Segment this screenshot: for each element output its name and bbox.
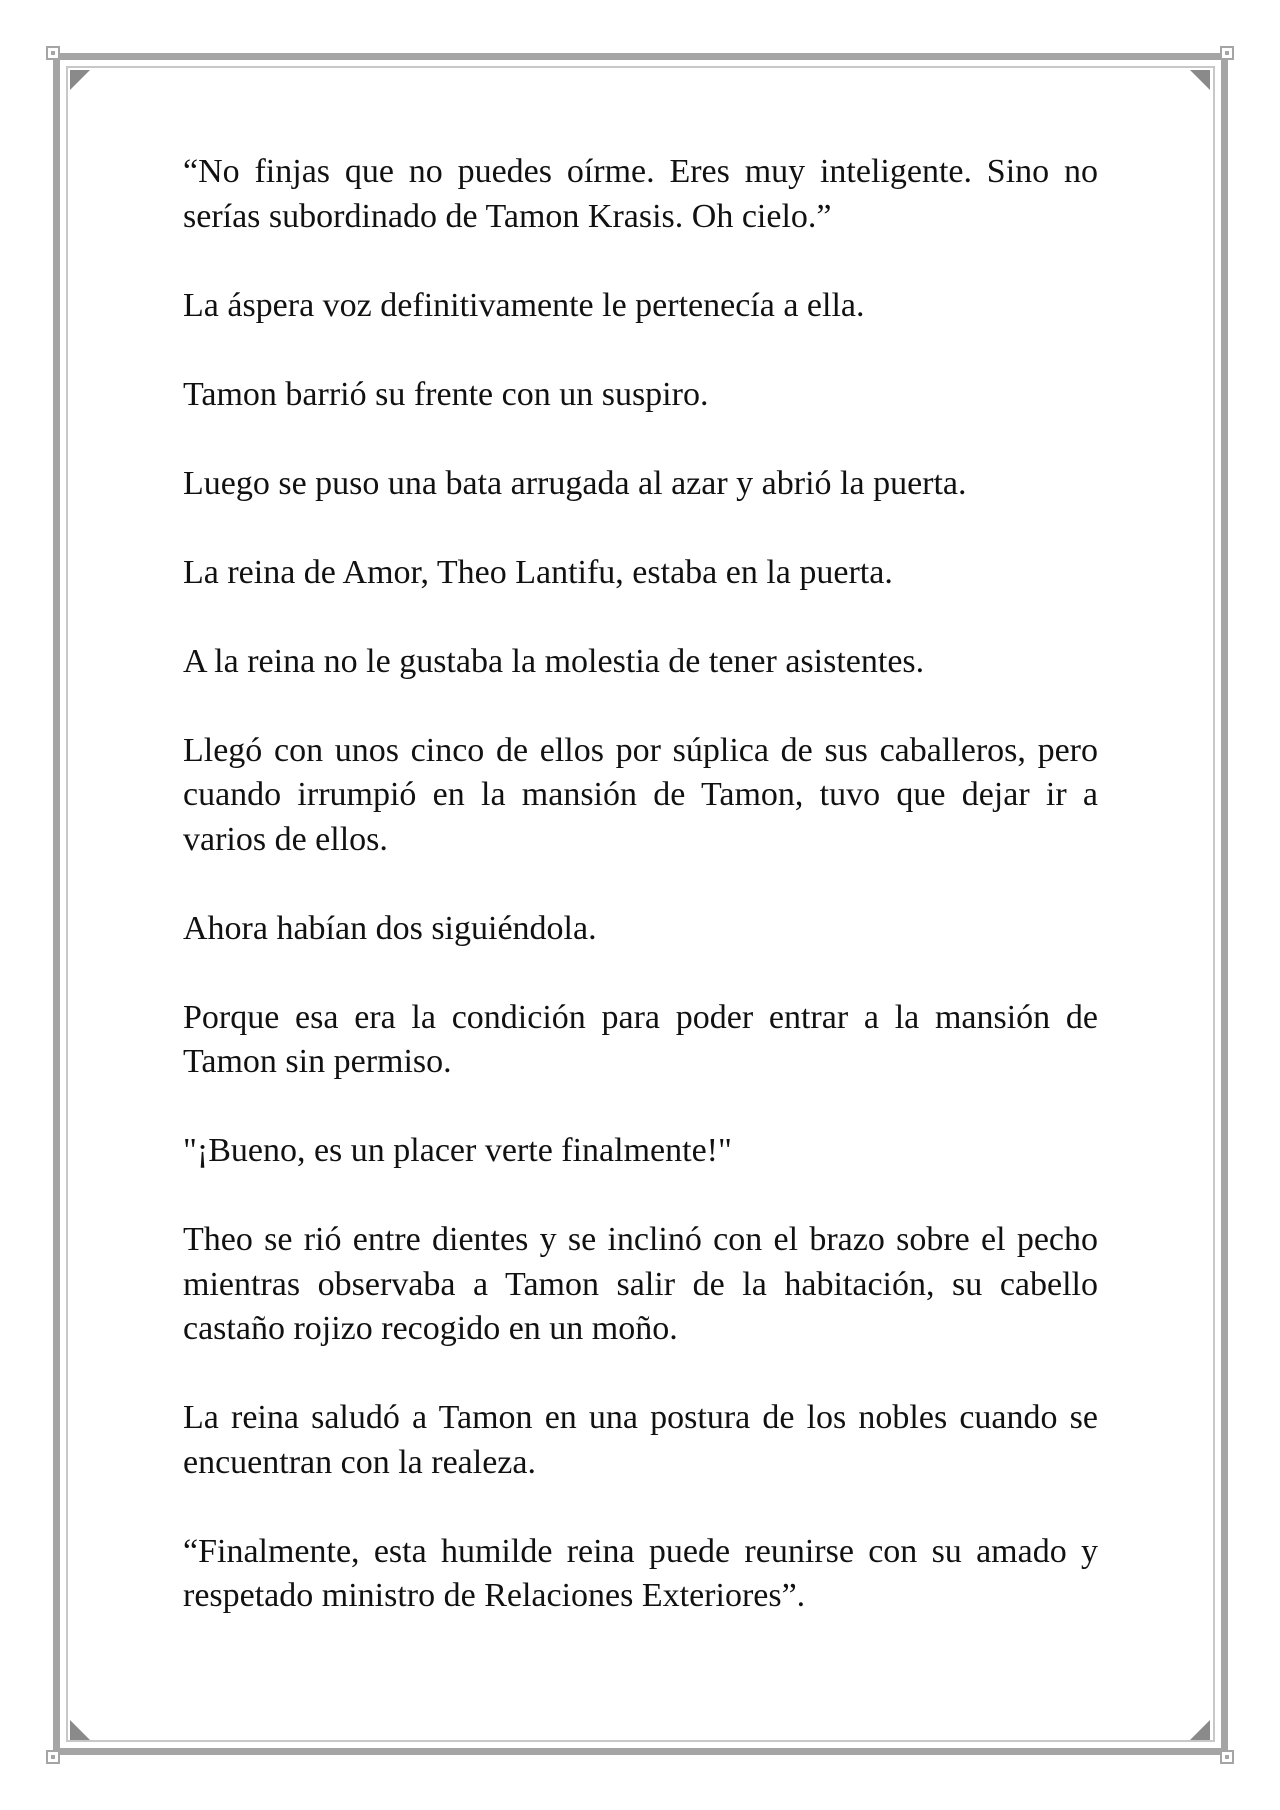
corner-square-top-left <box>46 46 60 60</box>
paragraph: Luego se puso una bata arrugada al azar y abrió la puerta. <box>183 464 967 502</box>
paragraph: Porque esa era la condición para poder entrar a la mansión de Tamon sin permiso. <box>183 998 1098 1080</box>
corner-square-bottom-right <box>1220 1750 1234 1764</box>
page-text-body <box>183 150 1098 1663</box>
paragraph: Llegó con unos cinco de ellos por súplica de sus caballeros, pero cuando irrumpió en la mansión de Tamon, tuvo que dejar ir a varios de ellos. <box>183 731 1098 858</box>
paragraph: Theo se rió entre dientes y se inclinó con el brazo sobre el pecho mientras observaba a Tamon salir de la habitación, su cabello castaño rojizo recogido en un moño. <box>183 1221 1098 1347</box>
paragraph: “No finjas que no puedes oírme. Eres muy inteligente. Sino no serías subordinado de Tamon Krasis. Oh cielo.” <box>183 153 1098 235</box>
paragraph: La áspera voz definitivamente le pertenecía a ella. <box>183 286 865 324</box>
corner-triangle-top-left <box>70 70 90 90</box>
paragraph: La reina de Amor, Theo Lantifu, estaba en la puerta. <box>183 553 893 591</box>
corner-square-top-right <box>1220 46 1234 60</box>
paragraph: Tamon barrió su frente con un suspiro. <box>183 375 709 413</box>
paragraph: La reina saludó a Tamon en una postura de los nobles cuando se encuentran con la realeza. <box>183 1399 1098 1481</box>
paragraph: Ahora habían dos siguiéndola. <box>183 909 597 947</box>
corner-triangle-bottom-left <box>70 1720 90 1740</box>
corner-triangle-top-right <box>1190 70 1210 90</box>
paragraph: “Finalmente, esta humilde reina puede reunirse con su amado y respetado ministro de Relaciones Exteriores”. <box>183 1532 1098 1614</box>
paragraph: "¡Bueno, es un placer verte finalmente!" <box>183 1132 732 1169</box>
corner-triangle-bottom-right <box>1190 1720 1210 1740</box>
corner-square-bottom-left <box>46 1750 60 1764</box>
paragraph: A la reina no le gustaba la molestia de tener asistentes. <box>183 642 925 680</box>
